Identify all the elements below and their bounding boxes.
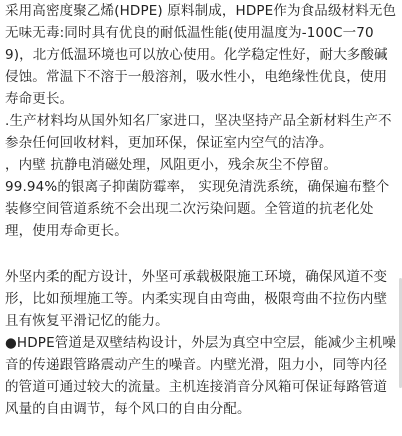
paragraph-antistatic: ，内壁 抗静电消磁处理，风阻更小，残余灰尘不停留。 [5,157,338,173]
paragraph-material: 采用高密度聚乙烯(HDPE) 原料制成，HDPE作为食品级材料无色无味无毒:同时具有优良的耐低温性能(使用温度为-100C一709)，北方低温环境也可以放心使用。化学稳定性好，耐大多酸碱侵蚀。常温下不溶于一般溶剂，吸水性小，电绝缘性优良，使用寿命更长。 [5,3,397,107]
paragraph-gap [5,242,399,266]
paragraph-import: .生产材料均从国外知名厂家进口，坚决坚持产品全新材料生产不参杂任何回收材料，更加环保，保证室内空气的洁净。 [5,113,392,151]
paragraph-double-wall: ●HDPE管道是双壁结构设计，外层为真空中空层，能减少主机噪音的传递跟管路震动产生的噪音。内壁光滑，阻力小，同等内径的管道可通过较大的流量。主机连接消音分风箱可保证每路管道风量的自由调节，每个风口的自由分配。 [5,335,396,417]
document-body [5,0,399,420]
paragraph-antibacterial: 99.94%的银离子抑菌防霉率， 实现免清洗系统，确保遍布整个装修空间管道系统不会出现二次污染问题。全管道的抗老化处理，使用寿命更长。 [5,179,390,239]
paragraph-formula: 外坚内柔的配方设计，外坚可承载极限施工环境，确保风道不变形，比如预埋施工等。内柔实现自由弯曲，极限弯曲不拉伤内壁且有恢复平滑记忆的能力。 [5,269,388,329]
